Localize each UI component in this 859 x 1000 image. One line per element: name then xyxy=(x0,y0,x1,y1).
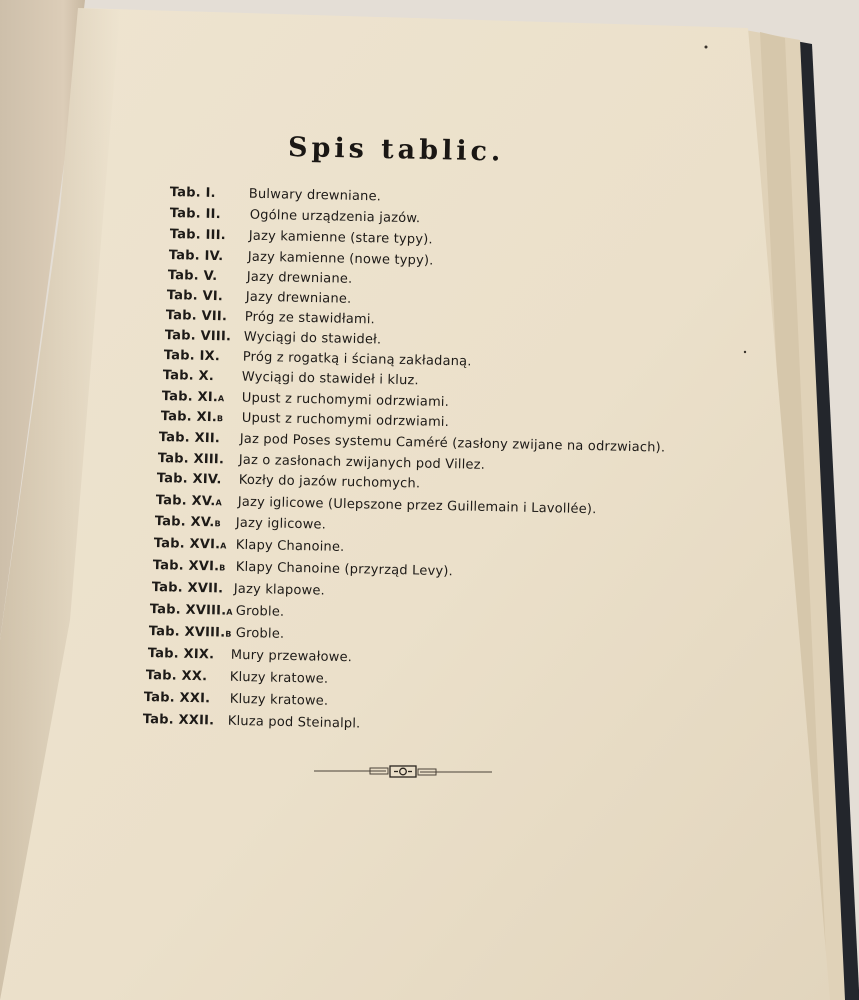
plate-title: Kozły do jazów ruchomych. xyxy=(238,472,421,492)
plate-number: Tab. VIII. xyxy=(164,328,232,345)
plate-number: Tab. III. xyxy=(169,227,226,244)
plate-title: Jazy iglicowe. xyxy=(235,515,327,533)
plate-title: Jazy drewniane. xyxy=(246,269,353,287)
plate-number: Tab. X. xyxy=(162,368,215,385)
plate-title: Jazy drewniane. xyxy=(245,289,352,307)
plate-title: Kluzy kratowe. xyxy=(229,669,329,687)
plate-number: Tab. XIX. xyxy=(147,646,215,663)
plate-title: Klapy Chanoine (przyrząd Levy). xyxy=(235,559,454,580)
plate-number: Tab. XI.B xyxy=(160,409,224,426)
plate-title: Groble. xyxy=(235,603,285,620)
plate-number: Tab. I. xyxy=(169,185,216,201)
plate-title: Groble. xyxy=(235,625,285,642)
plate-title: Jaz o zasłonach zwijanych pod Villez. xyxy=(238,452,486,473)
plate-title: Jaz pod Poses systemu Caméré (zasłony zwijane na odrzwiach). xyxy=(239,431,666,456)
plate-number: Tab. V. xyxy=(167,268,218,285)
plate-suffix: B xyxy=(216,414,224,424)
plate-title: Próg ze stawidłami. xyxy=(244,309,376,328)
plate-suffix: B xyxy=(219,563,226,573)
plate-number: Tab. XV.B xyxy=(154,514,221,531)
plate-number: Tab. XVI.A xyxy=(153,536,227,553)
plate-title: Bulwary drewniane. xyxy=(248,186,382,205)
plate-suffix: B xyxy=(225,629,232,639)
plate-number: Tab. XXII. xyxy=(142,712,215,729)
plate-number: Tab. XVIII.A xyxy=(149,602,233,619)
plate-title: Kluzy kratowe. xyxy=(229,691,329,709)
plate-number: Tab. XVI.B xyxy=(152,558,226,575)
plate-title: Mury przewałowe. xyxy=(230,647,353,666)
plate-number: Tab. XVIII.B xyxy=(148,624,232,641)
plate-title: Jazy kamienne (stare typy). xyxy=(248,228,433,248)
plate-suffix: A xyxy=(220,541,227,551)
plate-number: Tab. IX. xyxy=(163,348,221,365)
plate-number: Tab. VII. xyxy=(165,308,228,325)
plate-title: Jazy kamienne (nowe typy). xyxy=(247,249,434,269)
plate-title: Upust z ruchomymi odrzwiami. xyxy=(241,410,450,431)
plate-number: Tab. XIV. xyxy=(156,471,222,488)
ornament-divider xyxy=(312,762,494,780)
plate-number: Tab. XII. xyxy=(158,430,221,447)
plate-title: Jazy klapowe. xyxy=(233,581,326,599)
plate-number: Tab. XX. xyxy=(145,668,208,685)
plate-title: Ogólne urządzenia jazów. xyxy=(249,207,421,227)
plate-title: Kluza pod Steinalpl. xyxy=(227,713,361,732)
plate-number: Tab. XIII. xyxy=(157,451,225,468)
page-title: Spis tablic. xyxy=(287,132,505,168)
plate-suffix: A xyxy=(217,394,225,404)
plate-suffix: A xyxy=(215,498,222,508)
plate-title: Upust z ruchomymi odrzwiami. xyxy=(241,390,450,411)
plate-title: Wyciągi do stawideł i kluz. xyxy=(241,369,419,389)
plate-title: Klapy Chanoine. xyxy=(235,537,345,555)
plate-number: Tab. IV. xyxy=(168,248,224,265)
plate-title: Jazy iglicowe (Ulepszone przez Guillemain i Lavollée). xyxy=(237,494,597,518)
plate-number: Tab. XXI. xyxy=(143,690,211,707)
plate-number: Tab. XI.A xyxy=(161,389,225,406)
plate-number: Tab. II. xyxy=(169,206,221,223)
plate-title: Próg z rogatką i ścianą zakładaną. xyxy=(242,349,472,370)
plate-suffix: A xyxy=(226,607,233,617)
plate-suffix: B xyxy=(214,519,221,529)
plate-number: Tab. VI. xyxy=(166,288,224,305)
plate-number: Tab. XVII. xyxy=(151,580,224,597)
plate-title: Wyciągi do stawideł. xyxy=(243,329,382,348)
plate-number: Tab. XV.A xyxy=(155,493,222,510)
